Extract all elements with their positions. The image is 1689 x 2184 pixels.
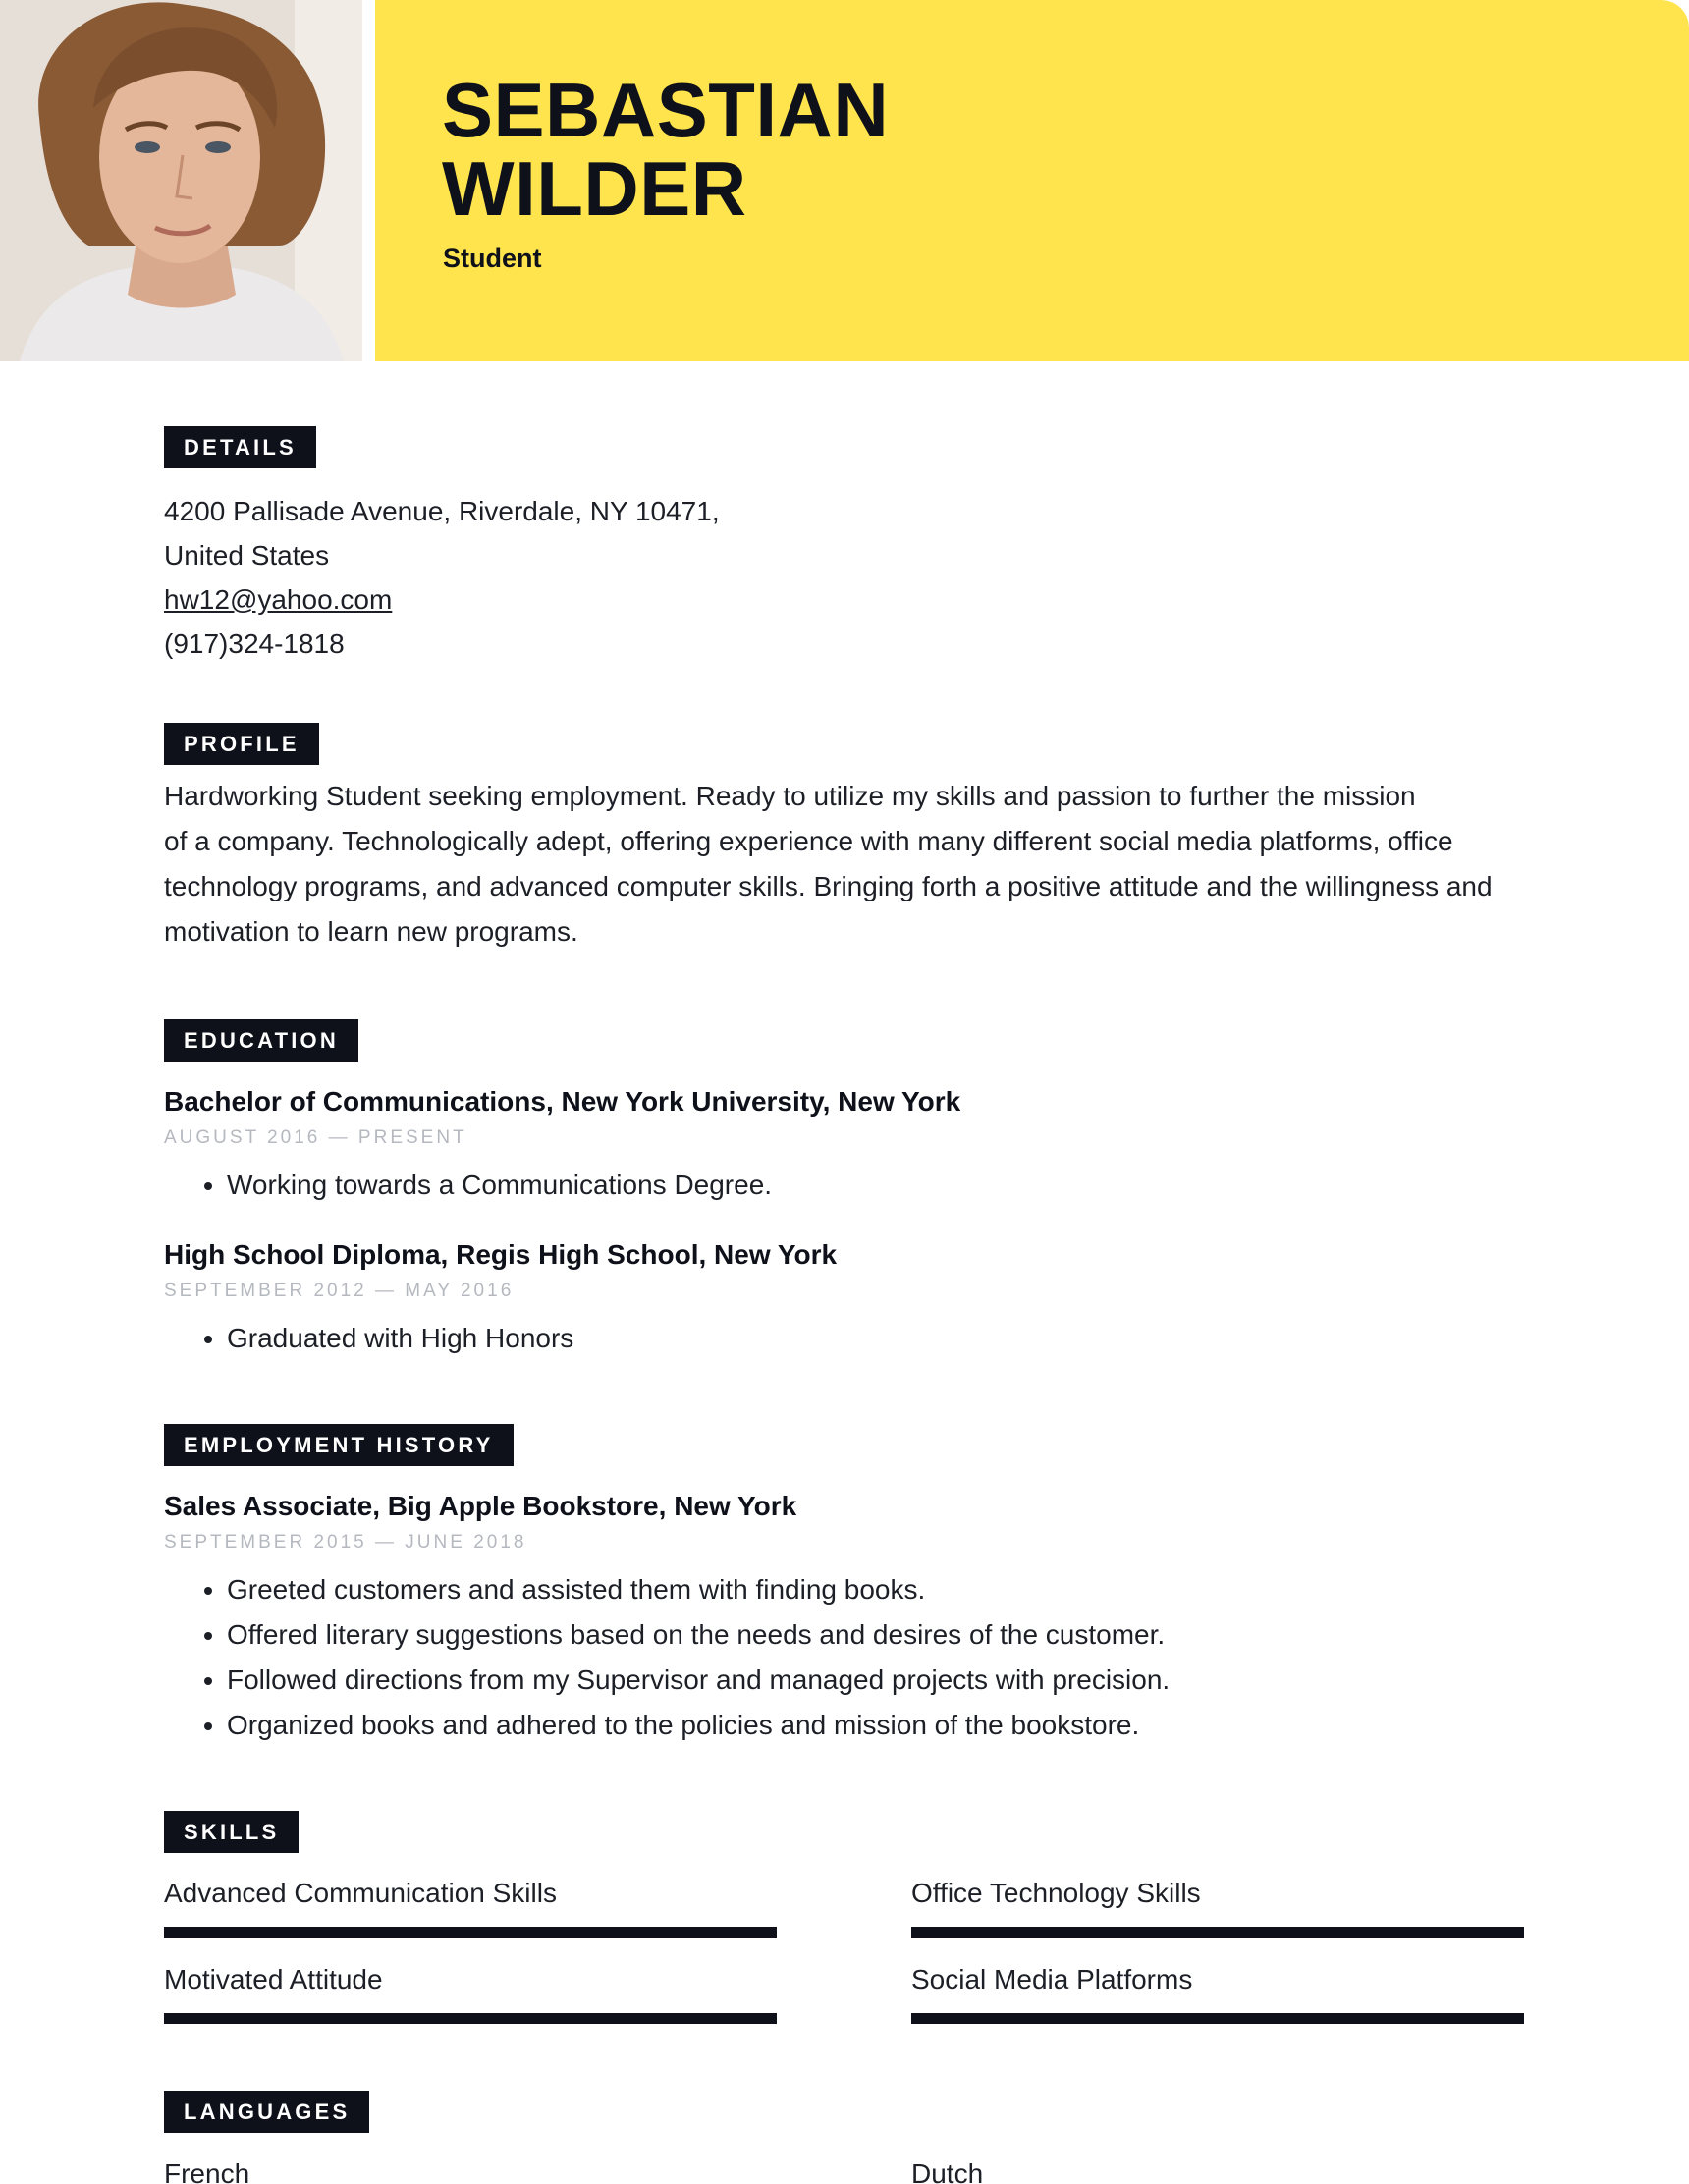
name-last: WILDER (442, 145, 747, 232)
profile-section (164, 723, 319, 765)
profile-photo (0, 0, 362, 361)
skill-item (911, 1874, 1524, 1913)
profile-line: technology programs, and advanced computer skills. Bringing forth a positive attitude and the willingness and (164, 871, 1493, 901)
bullet-item: • Organized books and adhered to the policies and mission of the bookstore. (227, 1703, 1539, 1748)
profile-line: of a company. Technologically adept, offering experience with many different social media platforms, office (164, 826, 1453, 856)
bullet-item: • Graduated with High Honors (227, 1316, 1539, 1361)
entry-dates: AUGUST 2016 — PRESENT (164, 1127, 467, 1148)
entry-bullets (164, 1567, 1539, 1748)
education-heading: EDUCATION (164, 1019, 358, 1062)
bullet-item: • Working towards a Communications Degree. (227, 1163, 1539, 1208)
candidate-name (442, 67, 1129, 232)
skill-level-bar (911, 2013, 1524, 2024)
bullet-item: • Offered literary suggestions based on the needs and desires of the customer. (227, 1612, 1539, 1658)
education-entry (164, 1235, 1539, 1361)
skill-level-bar (911, 1927, 1524, 1938)
skill-item (164, 1960, 777, 1999)
skill-item (911, 1960, 1524, 1999)
profile-body (164, 774, 1539, 955)
skill-label: Advanced Communication Skills (164, 1878, 557, 1908)
language-label: Dutch (911, 2158, 984, 2184)
employment-entry (164, 1487, 1539, 1748)
details-body (164, 489, 720, 666)
skill-label: Social Media Platforms (911, 1964, 1193, 1994)
bullet-item: • Followed directions from my Supervisor and managed projects with precision. (227, 1658, 1539, 1703)
skill-level-fill (164, 1927, 777, 1938)
phone-number: (917)324-1818 (164, 628, 345, 659)
email-link[interactable]: hw12@yahoo.com (164, 584, 393, 615)
skill-level-fill (164, 2013, 777, 2024)
bullet-item: • Greeted customers and assisted them with finding books. (227, 1567, 1539, 1612)
skills-heading: SKILLS (164, 1811, 299, 1853)
skill-item (164, 1874, 777, 1913)
entry-dates: SEPTEMBER 2012 — MAY 2016 (164, 1281, 515, 1301)
name-first: SEBASTIAN (442, 67, 890, 153)
employment-section (164, 1424, 514, 1466)
language-item (164, 2155, 777, 2184)
details-heading: DETAILS (164, 426, 316, 468)
skill-label: Office Technology Skills (911, 1878, 1201, 1908)
profile-line: Hardworking Student seeking employment. Ready to utilize my skills and passion to further the mission (164, 781, 1416, 811)
education-section (164, 1019, 358, 1062)
entry-bullets (164, 1316, 1539, 1361)
skill-label: Motivated Attitude (164, 1964, 383, 1994)
language-label: French (164, 2158, 250, 2184)
address-line-1: 4200 Pallisade Avenue, Riverdale, NY 10471, (164, 496, 720, 526)
job-title: Student (443, 244, 542, 273)
entry-title: Sales Associate, Big Apple Bookstore, New York (164, 1491, 797, 1521)
languages-heading: LANGUAGES (164, 2091, 369, 2133)
details-section (164, 426, 316, 468)
entry-dates: SEPTEMBER 2015 — JUNE 2018 (164, 1532, 527, 1553)
profile-heading: PROFILE (164, 723, 319, 765)
language-item (911, 2155, 1524, 2184)
skill-level-fill (911, 1927, 1524, 1938)
entry-bullets (164, 1163, 1539, 1208)
skills-section (164, 1811, 299, 1853)
skill-level-bar (164, 1927, 777, 1938)
education-entry (164, 1082, 1539, 1208)
entry-title: Bachelor of Communications, New York University, New York (164, 1086, 961, 1117)
profile-line: motivation to learn new programs. (164, 916, 578, 947)
address-line-2: United States (164, 540, 330, 571)
languages-section (164, 2091, 369, 2133)
skill-level-fill (911, 2013, 1524, 2024)
employment-heading: EMPLOYMENT HISTORY (164, 1424, 514, 1466)
skill-level-bar (164, 2013, 777, 2024)
entry-title: High School Diploma, Regis High School, New York (164, 1239, 838, 1270)
